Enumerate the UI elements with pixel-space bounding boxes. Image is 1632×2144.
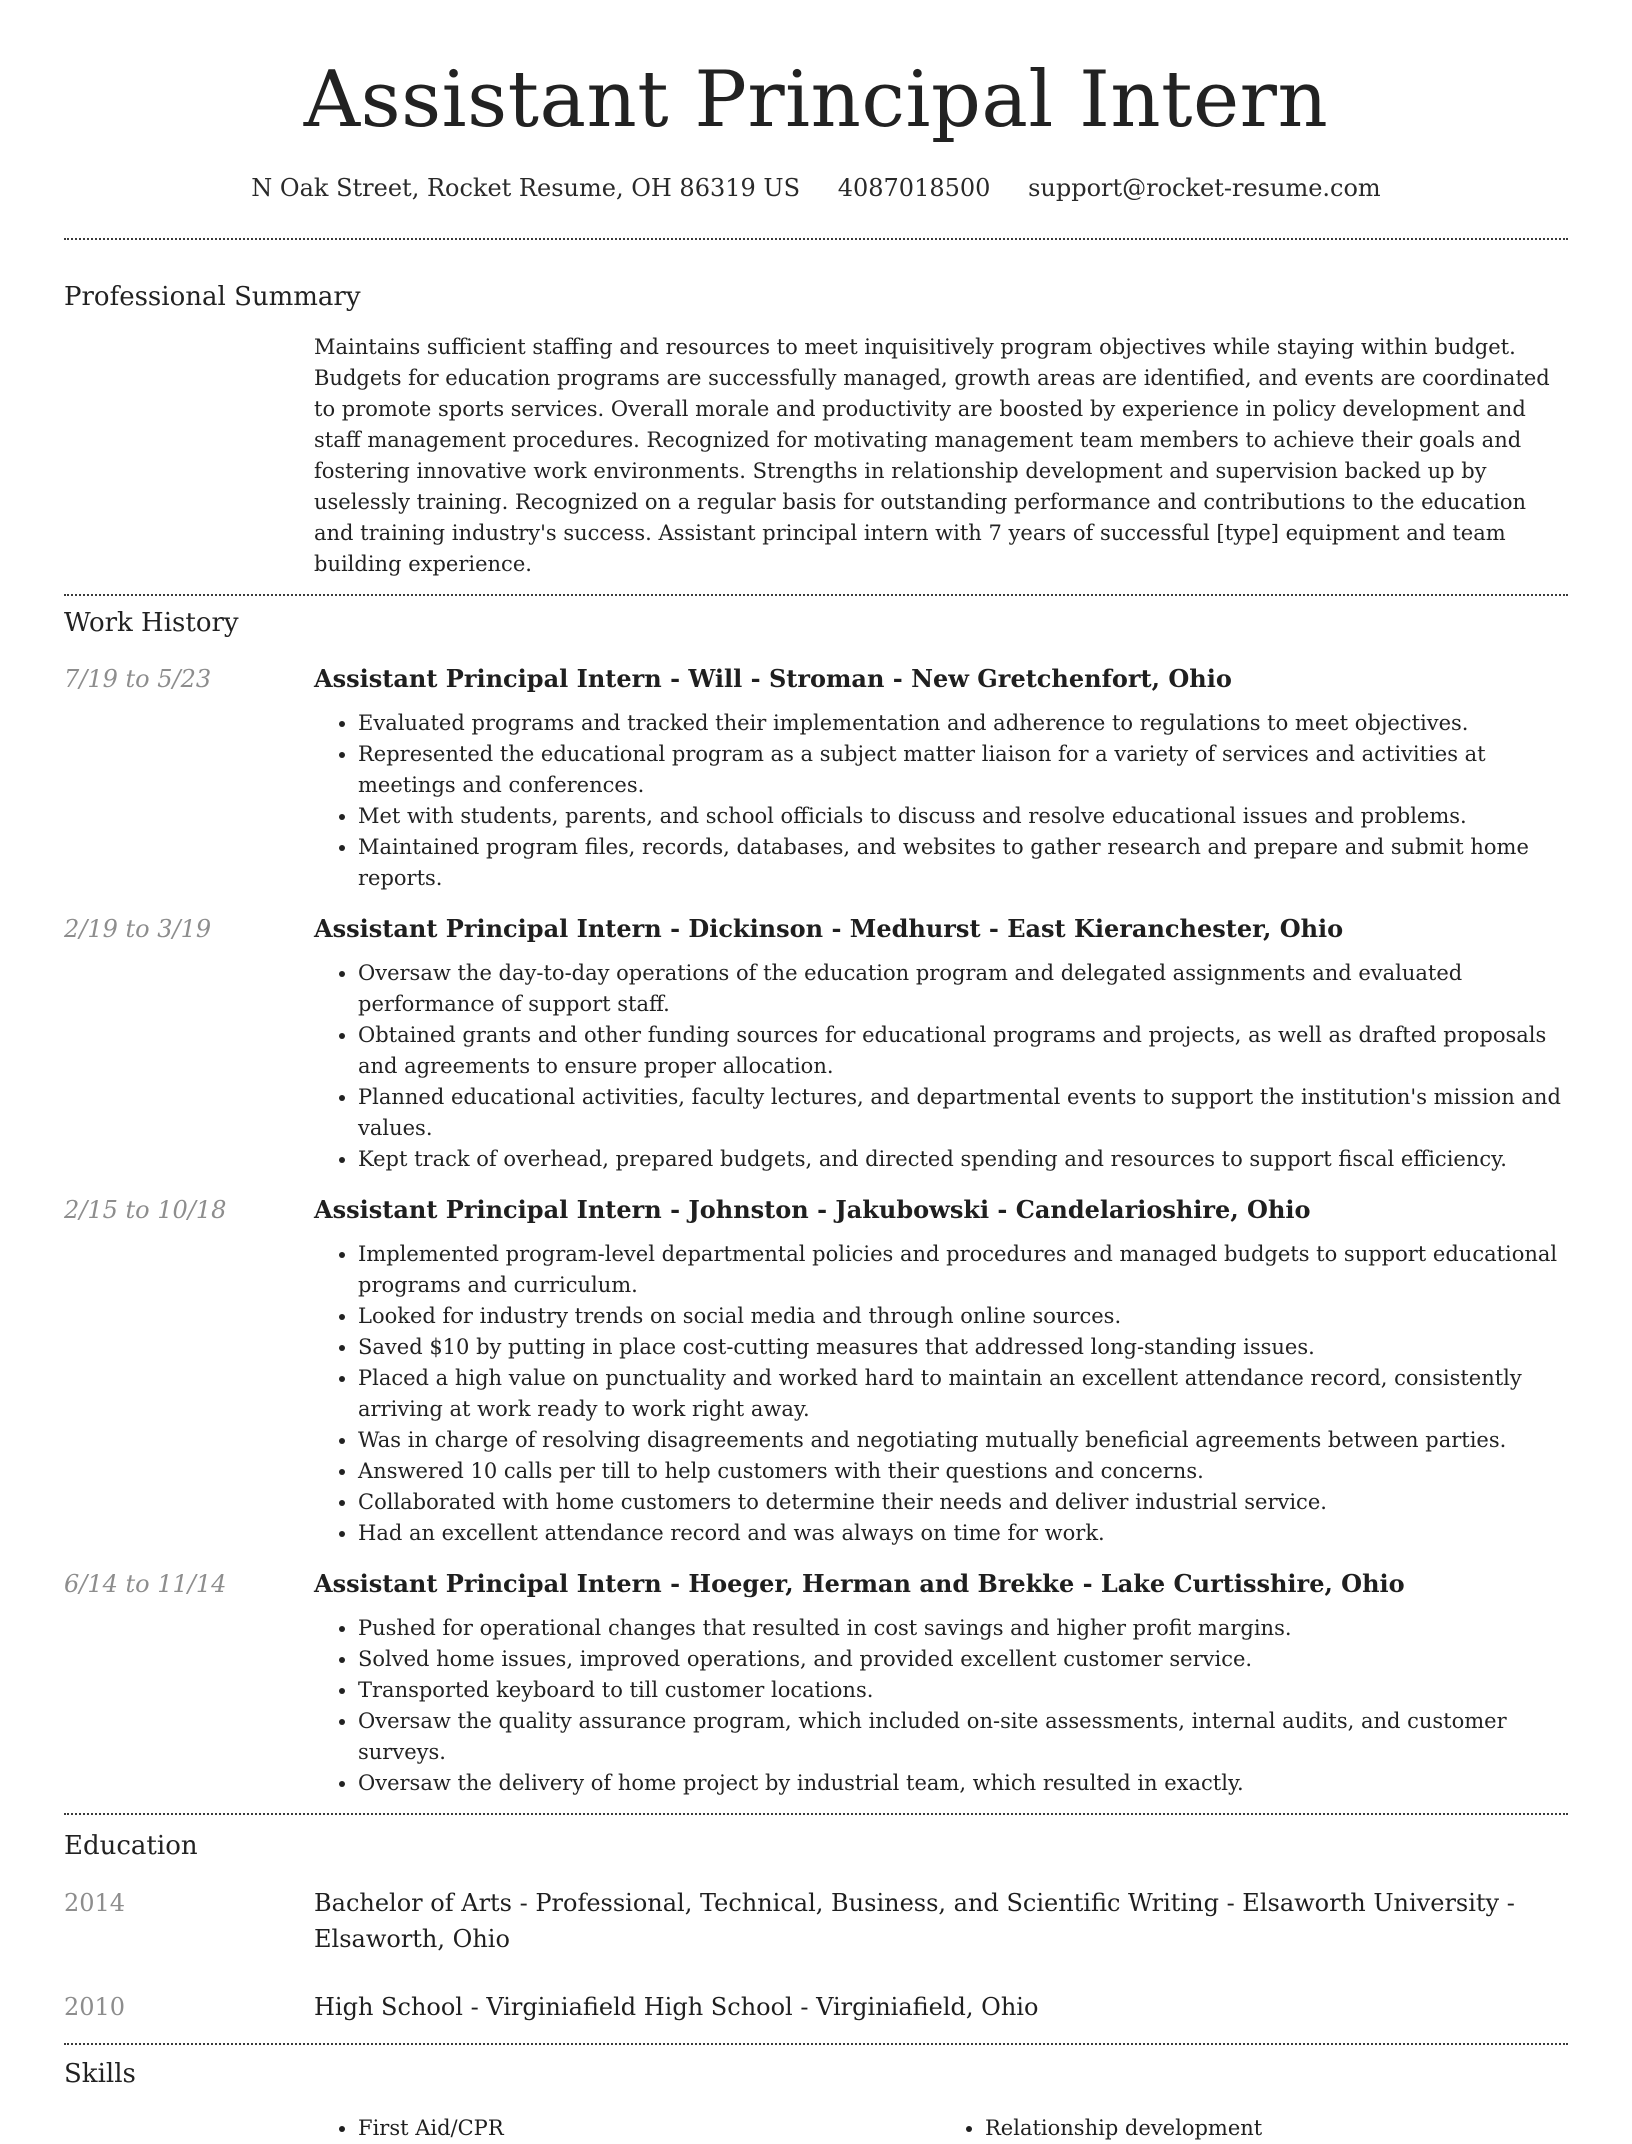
job-title: Assistant Principal Intern - Hoeger, Herman and Brekke - Lake Curtisshire, Ohio bbox=[314, 1569, 1405, 1598]
education-year: 2010 bbox=[64, 1993, 126, 2021]
contact-address: N Oak Street, Rocket Resume, OH 86319 US bbox=[251, 174, 801, 202]
candidate-name: Assistant Principal Intern bbox=[303, 55, 1329, 145]
job-bullet: • Had an excellent attendance record and was always on time for work. bbox=[358, 1518, 1568, 1549]
job-bullet: • Kept track of overhead, prepared budgets, and directed spending and resources to support fiscal efficiency. bbox=[358, 1144, 1568, 1175]
job-title: Assistant Principal Intern - Dickinson - Medhurst - East Kieranchester, Ohio bbox=[314, 914, 1344, 943]
skills-column-right bbox=[941, 2113, 1568, 2144]
summary-section bbox=[64, 240, 1568, 594]
job-entry bbox=[64, 662, 1568, 894]
job-bullet: • Maintained program files, records, databases, and websites to gather research and prepare and submit home reports. bbox=[358, 832, 1568, 894]
job-date: 6/14 to 11/14 bbox=[64, 1570, 227, 1598]
job-date: 7/19 to 5/23 bbox=[64, 665, 212, 693]
job-bullet: • Collaborated with home customers to determine their needs and deliver industrial service. bbox=[358, 1487, 1568, 1518]
job-body bbox=[314, 1193, 1568, 1549]
job-bullet: • Answered 10 calls per till to help customers with their questions and concerns. bbox=[358, 1456, 1568, 1487]
summary-text: Maintains sufficient staffing and resources to meet inquisitively program objectives while staying within budget. Budgets for education programs are successfully managed, growth areas are identified, and events are coordinated to promote sports services. Overall morale and productivity are boosted by experience in policy development and staff management procedures. Recognized for motivating management team members to achieve their goals and fostering innovative work environments. Strengths in relationship development and supervision backed up by uselessly training. Recognized on a regular basis for outstanding performance and contributions to the education and training industry's success. Assistant principal intern with 7 years of successful [type] equipment and team building experience. bbox=[314, 335, 1550, 576]
job-bullet: • Oversaw the delivery of home project by industrial team, which resulted in exactly. bbox=[358, 1768, 1568, 1799]
job-bullet: • Implemented program-level departmental policies and procedures and managed budgets to support educational programs and curriculum. bbox=[358, 1239, 1568, 1301]
job-bullet: • Solved home issues, improved operations, and provided excellent customer service. bbox=[358, 1644, 1568, 1675]
education-text: Bachelor of Arts - Professional, Technical, Business, and Scientific Writing - Elsaworth University - Elsaworth, Ohio bbox=[314, 1889, 1515, 1953]
education-text: High School - Virginiafield High School - Virginiafield, Ohio bbox=[314, 1993, 1039, 2021]
skills-grid bbox=[314, 2113, 1568, 2144]
education-heading: Education bbox=[64, 1831, 198, 1861]
skill-item: • First Aid/CPR bbox=[358, 2113, 941, 2144]
job-bullets bbox=[314, 1239, 1568, 1549]
job-entry bbox=[64, 912, 1568, 1175]
education-year: 2014 bbox=[64, 1889, 126, 1917]
job-bullets bbox=[314, 708, 1568, 894]
education-entry bbox=[64, 1989, 1568, 2043]
contact-phone: 4087018500 bbox=[837, 174, 991, 202]
job-bullet: • Looked for industry trends on social media and through online sources. bbox=[358, 1301, 1568, 1332]
job-date: 2/19 to 3/19 bbox=[64, 915, 212, 943]
contact-line bbox=[64, 172, 1568, 204]
job-body bbox=[314, 912, 1568, 1175]
job-entry bbox=[64, 1193, 1568, 1549]
job-bullet: • Evaluated programs and tracked their implementation and adherence to regulations to meet objectives. bbox=[358, 708, 1568, 739]
work-history-section bbox=[64, 596, 1568, 1813]
job-date: 2/15 to 10/18 bbox=[64, 1196, 227, 1224]
work-history-heading: Work History bbox=[64, 608, 239, 638]
summary-heading: Professional Summary bbox=[64, 282, 361, 312]
job-bullet: • Pushed for operational changes that resulted in cost savings and higher profit margins. bbox=[358, 1613, 1568, 1644]
job-title: Assistant Principal Intern - Will - Stroman - New Gretchenfort, Ohio bbox=[314, 664, 1232, 693]
job-bullet: • Met with students, parents, and school officials to discuss and resolve educational issues and problems. bbox=[358, 801, 1568, 832]
job-bullet: • Oversaw the day-to-day operations of the education program and delegated assignments and evaluated performance of support staff. bbox=[358, 958, 1568, 1020]
job-body bbox=[314, 662, 1568, 894]
skills-section bbox=[64, 2045, 1568, 2144]
job-bullet: • Obtained grants and other funding sources for educational programs and projects, as well as drafted proposals and agreements to ensure proper allocation. bbox=[358, 1020, 1568, 1082]
job-bullets bbox=[314, 958, 1568, 1175]
job-entry bbox=[64, 1567, 1568, 1813]
job-bullet: • Represented the educational program as a subject matter liaison for a variety of services and activities at meetings and conferences. bbox=[358, 739, 1568, 801]
job-body bbox=[314, 1567, 1568, 1813]
job-bullet: • Oversaw the quality assurance program, which included on-site assessments, internal audits, and customer surveys. bbox=[358, 1706, 1568, 1768]
job-bullets bbox=[314, 1613, 1568, 1813]
job-bullet: • Was in charge of resolving disagreements and negotiating mutually beneficial agreements between parties. bbox=[358, 1425, 1568, 1456]
skills-heading: Skills bbox=[64, 2059, 136, 2089]
skills-column-left bbox=[314, 2113, 941, 2144]
job-bullet: • Planned educational activities, faculty lectures, and departmental events to support the institution's mission and values. bbox=[358, 1082, 1568, 1144]
education-entry bbox=[64, 1885, 1568, 1957]
job-title: Assistant Principal Intern - Johnston - Jakubowski - Candelarioshire, Ohio bbox=[314, 1195, 1311, 1224]
skill-item: • Relationship development bbox=[985, 2113, 1568, 2144]
job-bullet: • Saved $10 by putting in place cost-cutting measures that addressed long-standing issues. bbox=[358, 1332, 1568, 1363]
job-bullet: • Placed a high value on punctuality and worked hard to maintain an excellent attendance record, consistently arriving at work ready to work right away. bbox=[358, 1363, 1568, 1425]
education-section bbox=[64, 1815, 1568, 2043]
contact-email: support@rocket-resume.com bbox=[1028, 174, 1381, 202]
job-bullet: • Transported keyboard to till customer locations. bbox=[358, 1675, 1568, 1706]
